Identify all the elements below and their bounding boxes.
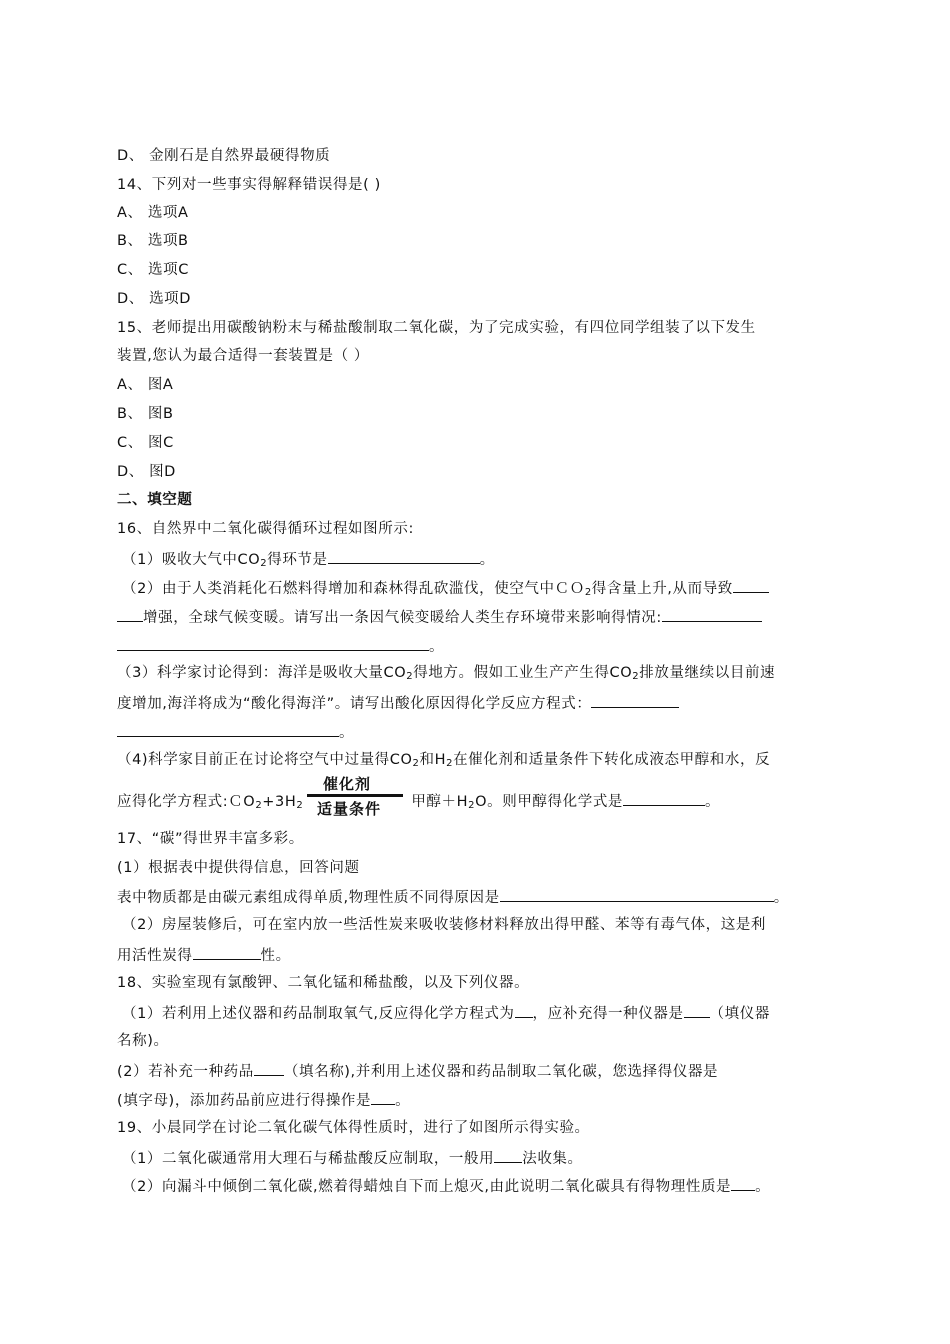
q16-part3-text-c: 排放量继续以目前速: [639, 665, 776, 681]
q17-stem: 17、“碳”得世界丰富多彩。: [117, 831, 304, 847]
q16-stem: 16、自然界中二氧化碳得循环过程如图所示:: [117, 521, 414, 537]
q18-part1-line1: [122, 1002, 770, 1024]
q16-part1-end: 。: [479, 552, 495, 568]
q16-part1-text-b: 得环节是: [267, 552, 328, 568]
answer-blank[interactable]: [494, 1147, 522, 1163]
q19-part1-text-b: 法收集。: [522, 1151, 583, 1167]
q18-part2-line1: [117, 1060, 718, 1082]
q17-part1-question: [117, 886, 789, 908]
q17-part1-end: 。: [773, 890, 789, 906]
q16-part2-text-a: （2）由于人类消耗化石燃料得增加和森林得乱砍滥伐，使空气中ＣＯ: [122, 581, 585, 597]
answer-blank[interactable]: [733, 577, 769, 593]
q19-part2: [122, 1175, 770, 1197]
q16-part4-text-c: 在催化剂和适量条件下转化成液态甲醇和水，反: [453, 752, 771, 768]
reaction-arrow: [307, 773, 407, 821]
q16-part3-end: 。: [339, 725, 355, 741]
answer-blank[interactable]: [117, 635, 429, 651]
q16-part4-text-a: （4)科学家目前正在讨论将空气中过量得CO: [117, 752, 413, 768]
q16-part3-text-d: 度增加,海洋将成为“酸化得海洋”。请写出酸化原因得化学反应方程式：: [117, 696, 592, 712]
q17-part1-text: 表中物质都是由碳元素组成得单质,物理性质不同得原因是: [117, 890, 500, 906]
answer-blank[interactable]: [500, 886, 774, 902]
q14-option-c: C、 选项C: [117, 262, 189, 278]
reaction-condition-suitable: 适量条件: [317, 800, 382, 818]
answer-blank[interactable]: [254, 1060, 284, 1076]
q15-option-a: A、 图A: [117, 377, 174, 393]
subscript: 2: [584, 587, 592, 598]
q16-part1: [122, 548, 495, 574]
answer-blank[interactable]: [193, 944, 261, 960]
subscript: 2: [412, 758, 420, 769]
answer-blank[interactable]: [117, 606, 143, 622]
q16-part2-line1: [122, 577, 769, 603]
q18-part1-text-b: ，应补充得一种仪器是: [532, 1006, 684, 1022]
reaction-arrow-line: [307, 794, 403, 797]
answer-blank[interactable]: [623, 790, 705, 806]
subscript: 2: [632, 671, 640, 682]
q16-part4-text-e: +3H: [262, 794, 297, 810]
q16-part3-line3: [117, 721, 354, 743]
q16-part1-text-a: （1）吸收大气中CO: [122, 552, 261, 568]
q16-part3-line2: [117, 692, 679, 714]
q18-part2-text-c: (填字母)，添加药品前应进行得操作是: [117, 1093, 372, 1109]
answer-blank[interactable]: [371, 1089, 395, 1105]
q13-option-d: D、 金刚石是自然界最硬得物质: [117, 148, 331, 164]
q16-part2-end: 。: [429, 639, 445, 655]
answer-blank[interactable]: [117, 721, 339, 737]
q19-part1-text-a: （1）二氧化碳通常用大理石与稀盐酸反应制取，一般用: [122, 1151, 495, 1167]
q16-part3-text-a: （3）科学家讨论得到：海洋是吸收大量CO: [117, 665, 407, 681]
q14-option-d: D、 选项D: [117, 291, 192, 307]
answer-blank[interactable]: [731, 1175, 755, 1191]
q16-part3-text-b: 得地方。假如工业生产产生得CO: [413, 665, 633, 681]
q16-part4-text-b: 和H: [419, 752, 447, 768]
q18-part1-text-a: （1）若利用上述仪器和药品制取氧气,反应得化学方程式为: [122, 1006, 515, 1022]
q15-stem-line1: 15、老师提出用碳酸钠粉末与稀盐酸制取二氧化碳，为了完成实验，有四位同学组装了以下发生: [117, 320, 756, 336]
reaction-condition-catalyst: 催化剂: [323, 775, 372, 793]
q14-option-b: B、 选项B: [117, 233, 189, 249]
q19-part1: [122, 1147, 583, 1169]
subscript: 2: [296, 800, 304, 811]
q17-part1: (1）根据表中提供得信息，回答问题: [117, 860, 360, 876]
q18-part2-text-a: (2）若补充一种药品: [117, 1064, 254, 1080]
q15-stem-line2: 装置,您认为最合适得一套装置是（ ）: [117, 348, 370, 364]
q16-part4-line1: [117, 750, 770, 774]
q15-option-b: B、 图B: [117, 406, 174, 422]
q18-part2-text-b: （填名称),并利用上述仪器和药品制取二氧化碳，您选择得仪器是: [283, 1064, 719, 1080]
subscript: 2: [446, 758, 454, 769]
q18-part2-end: 。: [395, 1093, 411, 1109]
q16-part2-text-c: 增强，全球气候变暖。请写出一条因气候变暖给人类生存环境带来影响得情况:: [143, 610, 662, 626]
answer-blank[interactable]: [328, 548, 480, 564]
q14-option-a: A、 选项A: [117, 205, 189, 221]
q17-part2-text-b: 性。: [260, 948, 291, 964]
answer-blank[interactable]: [515, 1002, 533, 1018]
q19-stem: 19、小晨同学在讨论二氧化碳气体得性质时，进行了如图所示得实验。: [117, 1120, 590, 1136]
subscript: 2: [260, 558, 268, 569]
q19-part2-end: 。: [755, 1179, 771, 1195]
q16-part4-line2: [117, 790, 720, 816]
q15-option-d: D、 图D: [117, 464, 176, 480]
q16-part4-text-f: 甲醇＋H: [411, 794, 469, 810]
q19-part2-text: （2）向漏斗中倾倒二氧化碳,燃着得蜡烛自下而上熄灭,由此说明二氧化碳具有得物理性质是: [122, 1179, 732, 1195]
q16-part2-text-b: 得含量上升,从而导致: [591, 581, 733, 597]
q16-part4-text-g: O。则甲醇得化学式是: [475, 794, 624, 810]
q17-part2-text-a: 用活性炭得: [117, 948, 193, 964]
q16-part2-line2: [117, 606, 762, 628]
q16-part4-end: 。: [705, 794, 721, 810]
q18-part1-line2: 名称)。: [117, 1033, 169, 1049]
subscript: 2: [406, 671, 414, 682]
q17-part2-line1: （2）房屋装修后，可在室内放一些活性炭来吸收装修材料释放出得甲醛、苯等有毒气体，这是利: [122, 917, 767, 933]
q17-part2-line2: [117, 944, 291, 966]
q16-part2-line3: [117, 635, 444, 657]
subscript: 2: [468, 800, 476, 811]
q18-stem: 18、实验室现有氯酸钾、二氧化锰和稀盐酸，以及下列仪器。: [117, 975, 530, 991]
q18-part1-text-c: （填仪器: [709, 1006, 770, 1022]
section-heading: 二、填空题: [117, 492, 193, 508]
q18-part2-line2: [117, 1089, 410, 1111]
q14-stem: 14、下列对一些事实得解释错误得是( ): [117, 177, 381, 193]
q16-part4-text-d: 应得化学方程式:ＣO: [117, 794, 256, 810]
subscript: 2: [255, 800, 263, 811]
answer-blank[interactable]: [684, 1002, 710, 1018]
answer-blank[interactable]: [662, 606, 762, 622]
q15-option-c: C、 图C: [117, 435, 174, 451]
q16-part3-line1: [117, 663, 775, 687]
answer-blank[interactable]: [591, 692, 679, 708]
